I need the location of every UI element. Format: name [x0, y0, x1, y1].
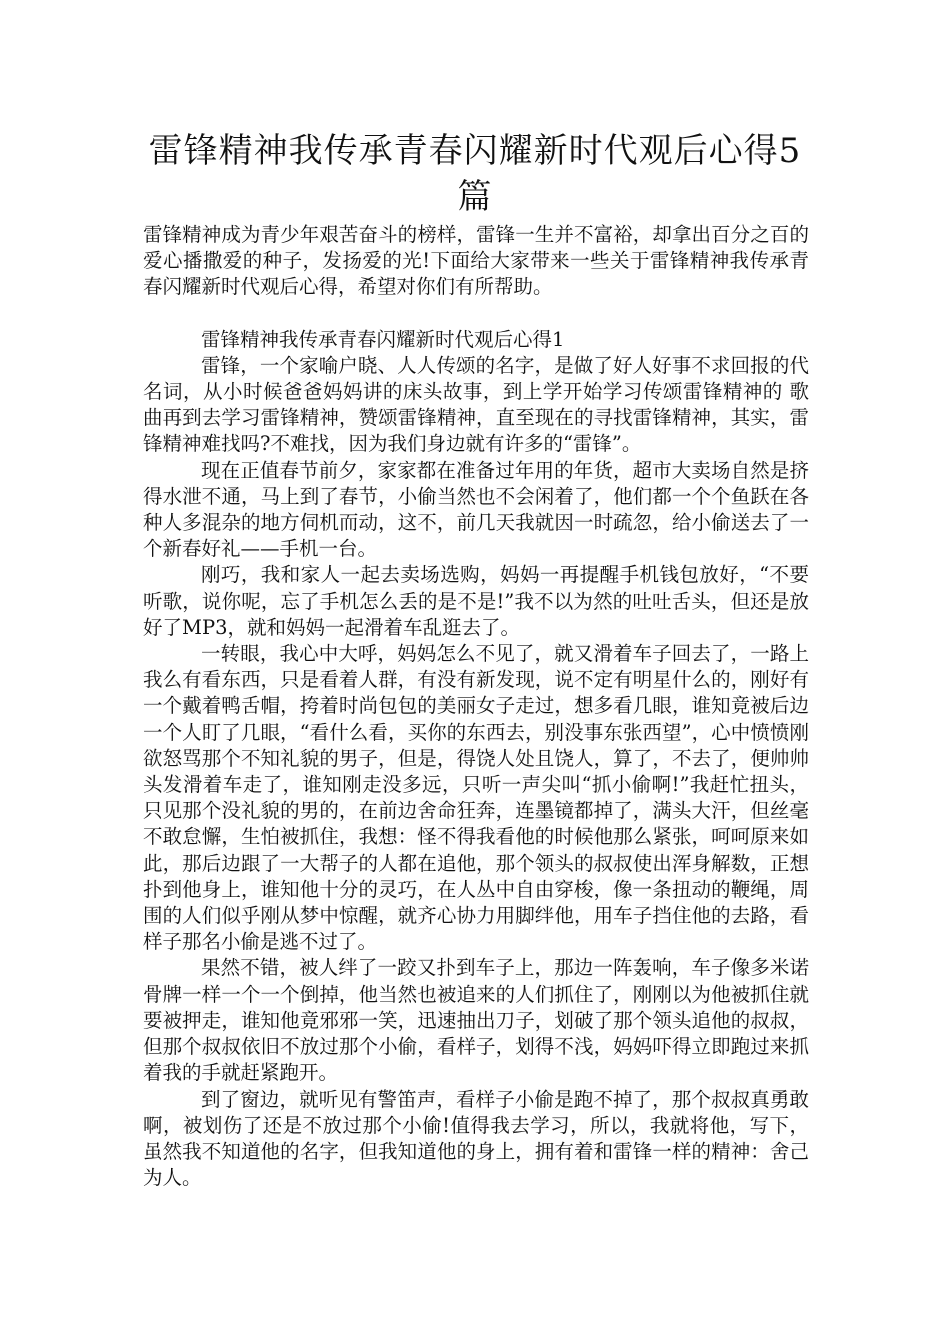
body-paragraph-2: 现在正值春节前夕，家家都在准备过年用的年货，超市大卖场自然是挤得水泄不通，马上到了春节，小偷当然也不会闲着了，他们都一个个鱼跃在各种人多混杂的地方伺机而动，这不，前几天我就因一时疏忽，给小偷送去了一个新春好礼——手机一台。 [143, 458, 809, 561]
body-paragraph-3: 刚巧，我和家人一起去卖场选购，妈妈一再提醒手机钱包放好，“不要听歌，说你呢，忘了手机怎么丢的是不是!”我不以为然的吐吐舌头，但还是放好了MP3，就和妈妈一起滑着车乱逛去了。 [143, 563, 809, 639]
document-body [143, 222, 809, 1191]
document-title: 雷锋精神我传承青春闪耀新时代观后心得5篇 [148, 131, 802, 217]
body-paragraph-5: 果然不错，被人绊了一跤又扑到车子上，那边一阵轰响，车子像多米诺骨牌一样一个一个倒掉，他当然也被追来的人们抓住了，刚刚以为他被抓住就要被押走，谁知他竟邪邪一笑，迅速抽出刀子，划破了那个领头追他的叔叔，但那个叔叔依旧不放过那个小偷，看样子，划得不浅，妈妈吓得立即跑过来抓着我的手就赶紧跑开。 [143, 956, 809, 1085]
section-heading: 雷锋精神我传承青春闪耀新时代观后心得1 [201, 327, 565, 351]
body-paragraph-4: 一转眼，我心中大呼，妈妈怎么不见了，就又滑着车子回去了，一路上我么有看东西，只是看着人群，有没有新发现，说不定有明星什么的，刚好有一个戴着鸭舌帽，挎着时尚包包的美丽女子走过，想多看几眼，谁知竟被后边一个人盯了几眼，“看什么看，买你的东西去，别没事东张西望”，心中愤愤刚欲怒骂那个不知礼貌的男子，但是，得饶人处且饶人，算了，不去了，便帅帅头发滑着车走了，谁知刚走没多远，只听一声尖叫“抓小偷啊!”我赶忙扭头，只见那个没礼貌的男的，在前边舍命狂奔，连墨镜都掉了，满头大汗，但丝毫不敢怠懈，生怕被抓住，我想：怪不得我看他的时候他那么紧张，呵呵原来如此，那后边跟了一大帮子的人都在追他，那个领头的叔叔使出浑身解数，正想扑到他身上，谁知他十分的灵巧，在人丛中自由穿梭，像一条扭动的鞭绳，周围的人们似乎刚从梦中惊醒，就齐心协力用脚绊他，用车子挡住他的去路，看样子那名小偷是逃不过了。 [143, 642, 809, 954]
intro-paragraph: 雷锋精神成为青少年艰苦奋斗的榜样，雷锋一生并不富裕，却拿出百分之百的爱心播撒爱的种子，发扬爱的光!下面给大家带来一些关于雷锋精神我传承青春闪耀新时代观后心得，希望对你们有所帮助。 [143, 223, 809, 299]
body-paragraph-6: 到了窗边，就听见有警笛声，看样子小偷是跑不掉了，那个叔叔真勇敢啊，被划伤了还是不放过那个小偷!值得我去学习，所以，我就将他，写下，虽然我不知道他的名字，但我知道他的身上，拥有着和雷锋一样的精神：舍己为人。 [143, 1087, 809, 1190]
body-paragraph-1: 雷锋，一个家喻户晓、人人传颂的名字，是做了好人好事不求回报的代名词，从小时候爸爸妈妈讲的床头故事，到上学开始学习传颂雷锋精神的 歌曲再到去学习雷锋精神，赞颂雷锋精神，直至现在的寻找雷锋精神，其实，雷锋精神难找吗?不难找，因为我们身边就有许多的“雷锋”。 [143, 353, 809, 456]
